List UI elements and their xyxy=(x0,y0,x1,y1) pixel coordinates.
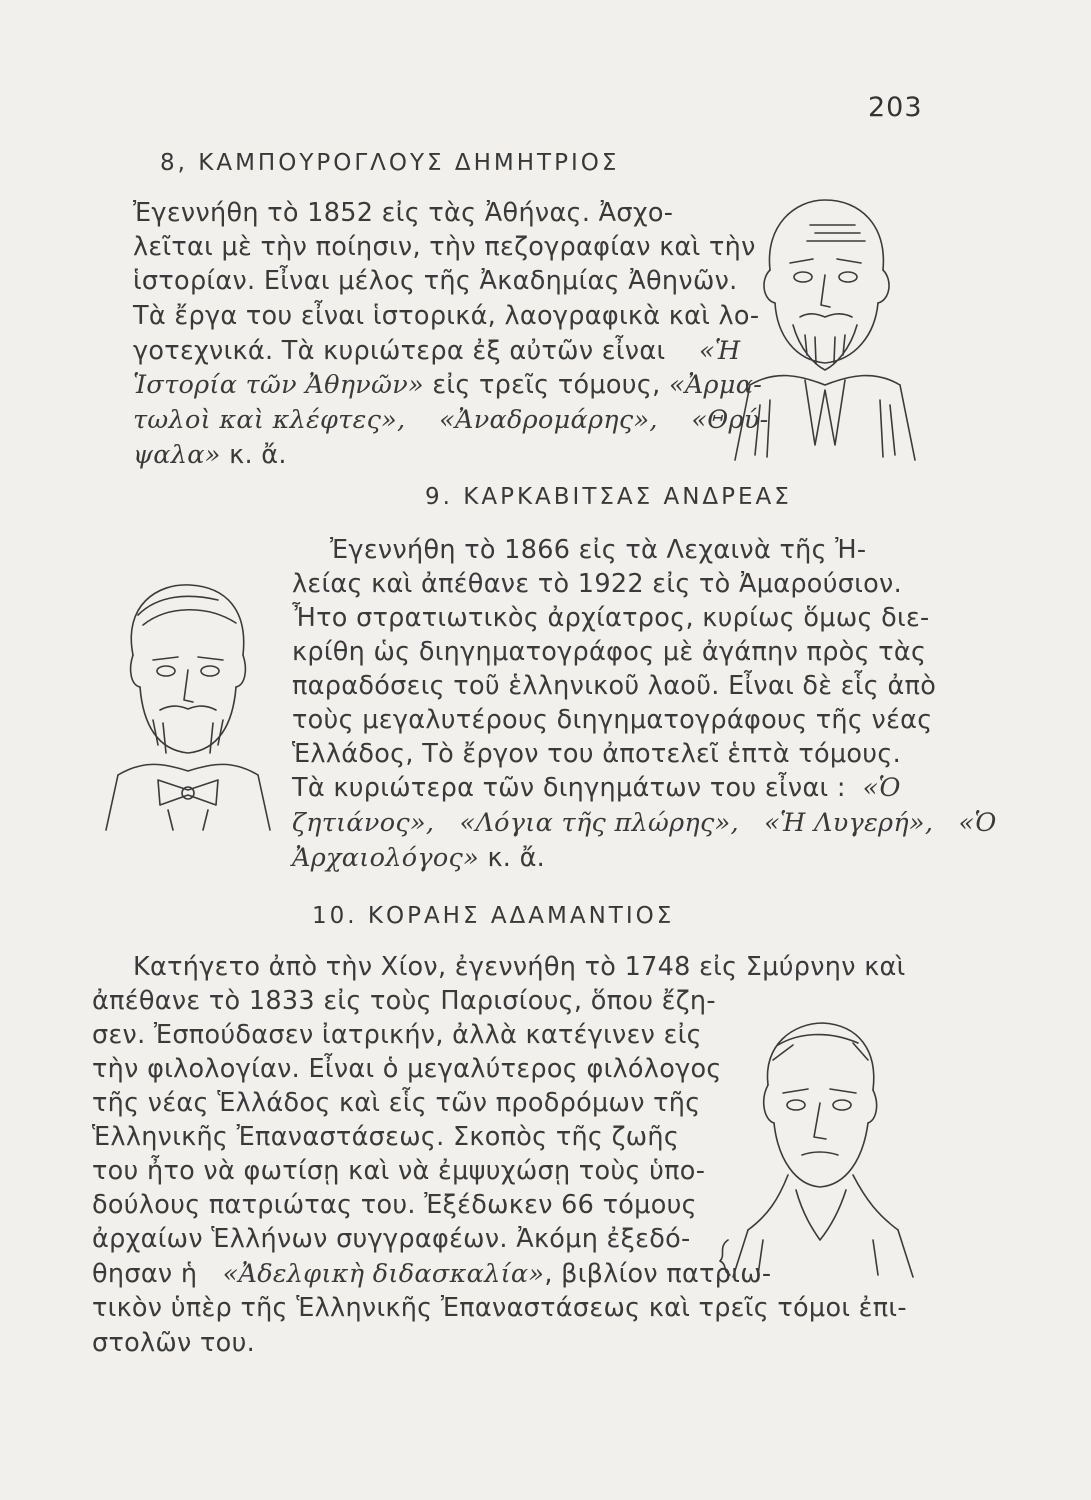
bearded-old-man-portrait-icon xyxy=(715,185,925,465)
text-run: Τὰ κυριώτερα τῶν διηγημάτων του εἶναι : xyxy=(292,773,846,803)
work-title: Ἀρχαιολόγος» xyxy=(292,843,480,873)
text-line: στολῶν του. xyxy=(92,1328,256,1358)
work-title: ψαλα» xyxy=(133,440,221,470)
text-line: Τὰ ἔργα του εἶναι ἱστορικά, λαογραφικὰ καὶ λο- xyxy=(133,301,760,331)
text-line: τικὸν ὑπὲρ τῆς Ἑλληνικῆς Ἐπαναστάσεως καὶ τρεῖς τόμοι ἐπι- xyxy=(92,1293,907,1323)
work-title: τωλοὶ καὶ κλέφτες», xyxy=(133,405,406,435)
text-line xyxy=(133,370,762,400)
section-heading-korais: 10. ΚΟΡΑΗΣ ΑΔΑΜΑΝΤΙΟΣ xyxy=(312,903,675,929)
clean-shaven-man-portrait-icon xyxy=(718,1015,918,1280)
section-heading-karkavitsas: 9. ΚΑΡΚΑΒΙΤΣΑΣ ΑΝΔΡΕΑΣ xyxy=(425,484,792,510)
section-heading-kambouroglou: 8, ΚΑΜΠΟΥΡΟΓΛΟΥΣ ΔΗΜΗΤΡΙΟΣ xyxy=(160,150,620,176)
text-run: , βιβλίον πατριω- xyxy=(544,1259,772,1289)
text-line xyxy=(133,440,287,470)
work-title: «Ἀδελφικὴ διδασκαλία» xyxy=(222,1259,545,1289)
text-line: λεῖται μὲ τὴν ποίησιν, τὴν πεζογραφίαν καὶ τὴν xyxy=(133,232,756,262)
text-line xyxy=(92,1259,771,1289)
text-line: ἱστορίαν. Εἶναι μέλος τῆς Ἀκαδημίας Ἀθηνῶν. xyxy=(133,266,738,296)
text-run: κ. ἄ. xyxy=(487,843,546,873)
text-line xyxy=(133,336,741,366)
text-line: Ἑλλάδος, Τὸ ἔργον του ἀποτελεῖ ἑπτὰ τόμους. xyxy=(292,739,902,769)
text-line: παραδόσεις τοῦ ἑλληνικοῦ λαοῦ. Εἶναι δὲ εἷς ἀπὸ xyxy=(292,671,937,701)
text-line: Κατήγετο ἀπὸ τὴν Χίον, ἐγεννήθη τὸ 1748 εἰς Σμύρνην καὶ xyxy=(133,952,906,982)
text-line: τῆς νέας Ἑλλάδος καὶ εἷς τῶν προδρόμων τῆς xyxy=(92,1088,701,1118)
page-number: 203 xyxy=(868,92,923,123)
text-line: τὴν φιλολογίαν. Εἶναι ὁ μεγαλύτερος φιλόλογος xyxy=(92,1054,722,1084)
text-line: Ἐγεννήθη τὸ 1866 εἰς τὰ Λεχαινὰ τῆς Ἠ- xyxy=(330,535,867,565)
bearded-man-bowtie-portrait-icon xyxy=(98,575,278,835)
work-title: «Λόγια τῆς πλώρης», xyxy=(459,808,739,838)
text-line xyxy=(133,405,769,435)
work-title: «Ἀναδρομάρης», xyxy=(439,405,658,435)
work-title: ζητιάνος», xyxy=(292,808,435,838)
text-line: Ἑλληνικῆς Ἐπαναστάσεως. Σκοπὸς τῆς ζωῆς xyxy=(92,1122,680,1152)
text-line xyxy=(292,843,545,873)
text-line: κρίθη ὡς διηγηματογράφος μὲ ἀγάπην πρὸς τὰς xyxy=(292,637,927,667)
work-title: «Ὁ xyxy=(958,808,997,838)
text-line: Ἐγεννήθη τὸ 1852 εἰς τὰς Ἀθήνας. Ἀσχο- xyxy=(133,198,674,228)
work-title: «Ἡ Λυγερή», xyxy=(764,808,934,838)
text-run: γοτεχνικά. Τὰ κυριώτερα ἐξ αὐτῶν εἶναι xyxy=(133,336,666,366)
text-line: ἀπέθανε τὸ 1833 εἰς τοὺς Παρισίους, ὅπου ἔζη- xyxy=(92,986,716,1016)
text-line: ἀρχαίων Ἑλλήνων συγγραφέων. Ἀκόμη ἐξεδό- xyxy=(92,1224,691,1254)
text-run: κ. ἄ. xyxy=(229,440,287,470)
text-line: του ἦτο νὰ φωτίσῃ καὶ νὰ ἐμψυχώσῃ τοὺς ὑπο- xyxy=(92,1156,706,1186)
text-run: εἰς τρεῖς τόμους, xyxy=(432,370,661,400)
text-line: σεν. Ἐσπούδασεν ἰατρικήν, ἀλλὰ κατέγινεν εἰς xyxy=(92,1020,702,1050)
work-title: «Ἀρμα- xyxy=(668,370,763,400)
work-title: «Ἡ xyxy=(699,336,741,366)
text-line xyxy=(292,808,997,838)
text-line xyxy=(292,773,901,803)
text-line: δούλους πατριώτας του. Ἐξέδωκεν 66 τόμους xyxy=(92,1190,697,1220)
work-title: «Ὁ xyxy=(862,773,901,803)
work-title: «Θρύ- xyxy=(691,405,769,435)
text-run: θησαν ἡ xyxy=(92,1259,198,1289)
work-title: Ἱστορία τῶν Ἀθηνῶν» xyxy=(133,370,424,400)
text-line: Ἦτο στρατιωτικὸς ἀρχίατρος, κυρίως ὅμως διε- xyxy=(292,603,930,633)
text-line: λείας καὶ ἀπέθανε τὸ 1922 εἰς τὸ Ἀμαρούσιον. xyxy=(292,569,903,599)
text-line: τοὺς μεγαλυτέρους διηγηματογράφους τῆς νέας xyxy=(292,705,933,735)
